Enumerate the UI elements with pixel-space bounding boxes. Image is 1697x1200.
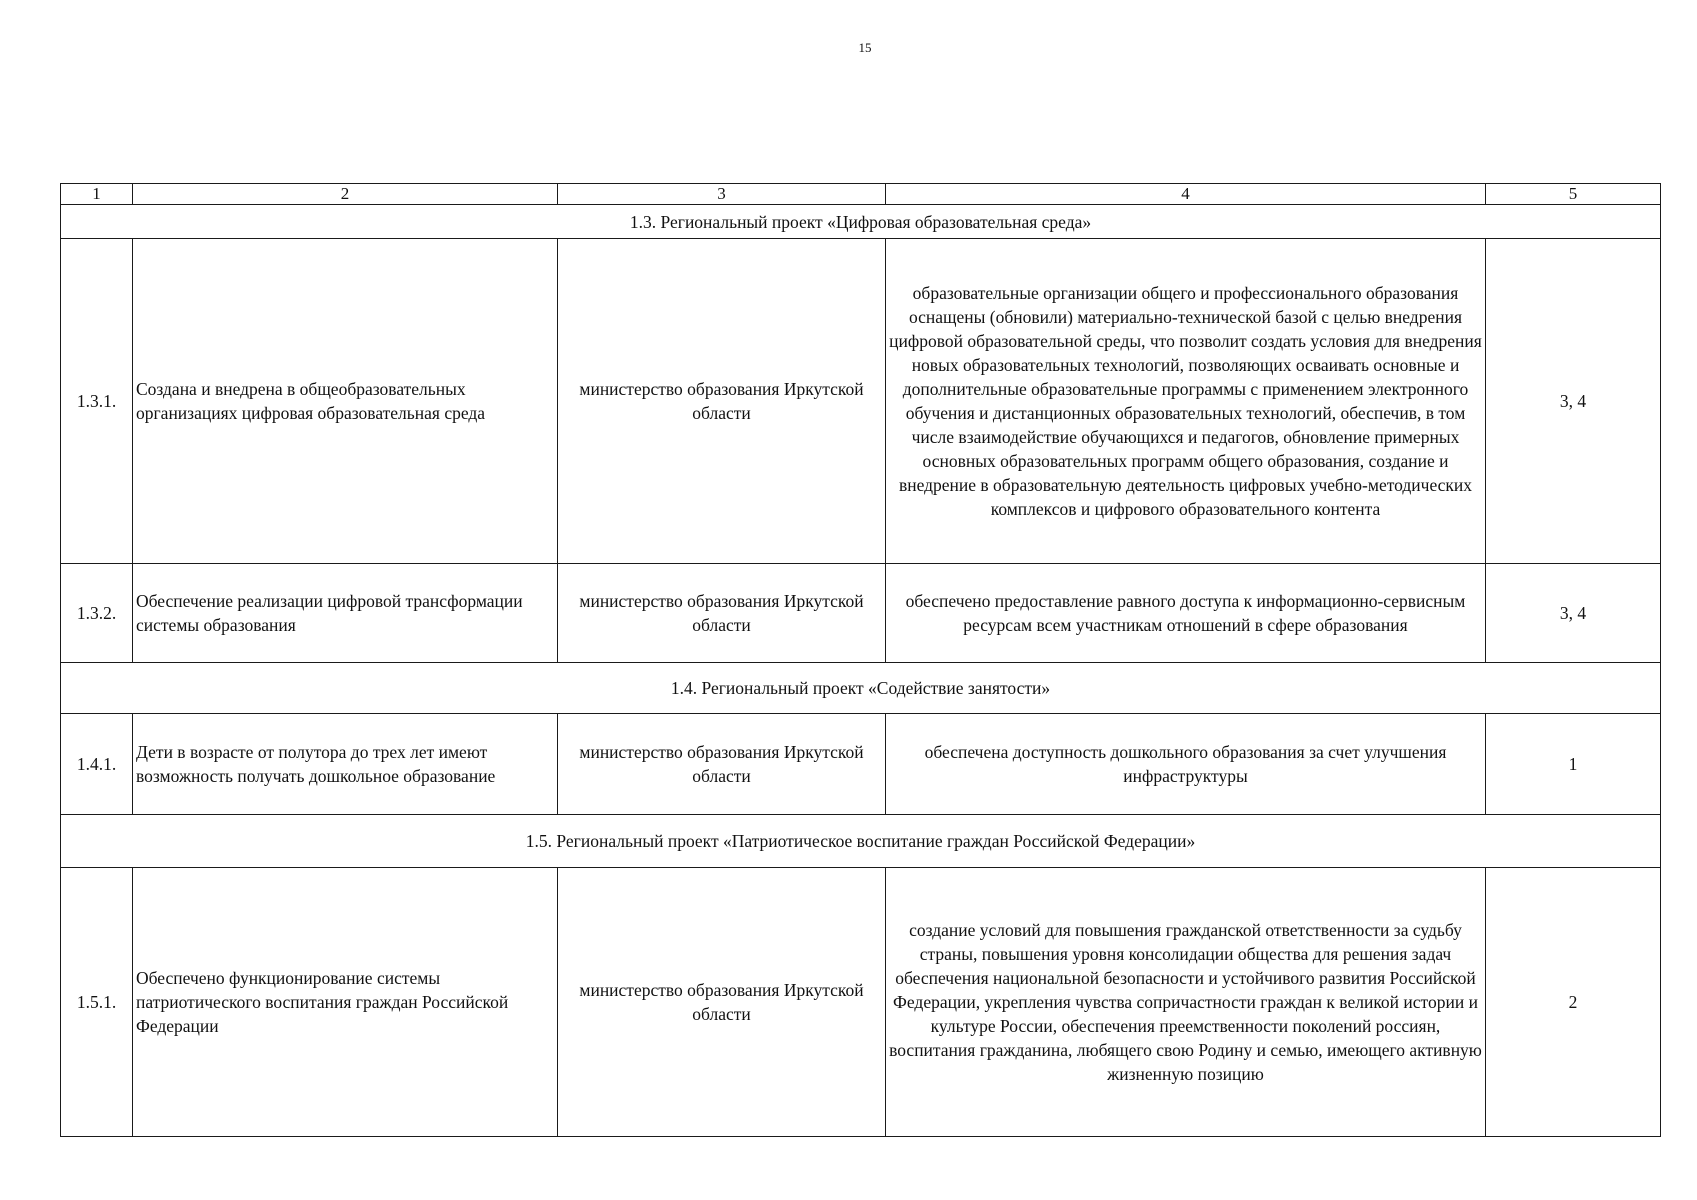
section-title: 1.5. Региональный проект «Патриотическое воспитание граждан Российской Федерации» — [61, 815, 1661, 868]
table-row — [61, 714, 1661, 815]
link-cell: 1 — [1486, 714, 1661, 815]
row-number: 1.3.2. — [61, 564, 133, 663]
column-header: 4 — [886, 184, 1486, 205]
table-row — [61, 868, 1661, 1137]
section-row — [61, 205, 1661, 239]
section-row — [61, 815, 1661, 868]
result-cell: образовательные организации общего и профессионального образования оснащены (обновили) материально-технической базой с целью внедрения цифровой образовательной среды, что позволит создать условия для внедрения новых образовательных технологий, позволяющих осваивать основные и дополнительные образовательные программы с применением электронного обучения и дистанционных образовательных технологий, обеспечив, в том числе взаимодействие обучающихся и педагогов, обновление примерных основных образовательных программ общего образования, создание и внедрение в образовательную деятельность цифровых учебно-методических комплексов и цифрового образовательного контента — [886, 239, 1486, 564]
task-cell: Обеспечение реализации цифровой трансформации системы образования — [133, 564, 558, 663]
table-row — [61, 564, 1661, 663]
plan-table — [60, 183, 1661, 1137]
link-cell: 3, 4 — [1486, 239, 1661, 564]
link-cell: 2 — [1486, 868, 1661, 1137]
column-number-row — [61, 184, 1661, 205]
responsible-cell: министерство образования Иркутской области — [558, 868, 886, 1137]
column-header: 1 — [61, 184, 133, 205]
column-header: 2 — [133, 184, 558, 205]
result-cell: обеспечена доступность дошкольного образования за счет улучшения инфраструктуры — [886, 714, 1486, 815]
column-header: 5 — [1486, 184, 1661, 205]
column-header: 3 — [558, 184, 886, 205]
link-cell: 3, 4 — [1486, 564, 1661, 663]
result-cell: создание условий для повышения гражданской ответственности за судьбу страны, повышения уровня консолидации общества для решения задач обеспечения национальной безопасности и устойчивого развития Российской Федерации, укрепления чувства сопричастности граждан к великой истории и культуре России, обеспечения преемственности поколений россиян, воспитания гражданина, любящего свою Родину и семью, имеющего активную жизненную позицию — [886, 868, 1486, 1137]
table-row — [61, 239, 1661, 564]
responsible-cell: министерство образования Иркутской области — [558, 239, 886, 564]
section-title: 1.3. Региональный проект «Цифровая образовательная среда» — [61, 205, 1661, 239]
task-cell: Создана и внедрена в общеобразовательных организациях цифровая образовательная среда — [133, 239, 558, 564]
section-title: 1.4. Региональный проект «Содействие занятости» — [61, 663, 1661, 714]
responsible-cell: министерство образования Иркутской области — [558, 564, 886, 663]
result-cell: обеспечено предоставление равного доступа к информационно-сервисным ресурсам всем участникам отношений в сфере образования — [886, 564, 1486, 663]
section-row — [61, 663, 1661, 714]
row-number: 1.5.1. — [61, 868, 133, 1137]
task-cell: Обеспечено функционирование системы патриотического воспитания граждан Российской Федерации — [133, 868, 558, 1137]
page-number: 15 — [858, 40, 872, 55]
row-number: 1.4.1. — [61, 714, 133, 815]
row-number: 1.3.1. — [61, 239, 133, 564]
task-cell: Дети в возрасте от полутора до трех лет имеют возможность получать дошкольное образование — [133, 714, 558, 815]
responsible-cell: министерство образования Иркутской области — [558, 714, 886, 815]
